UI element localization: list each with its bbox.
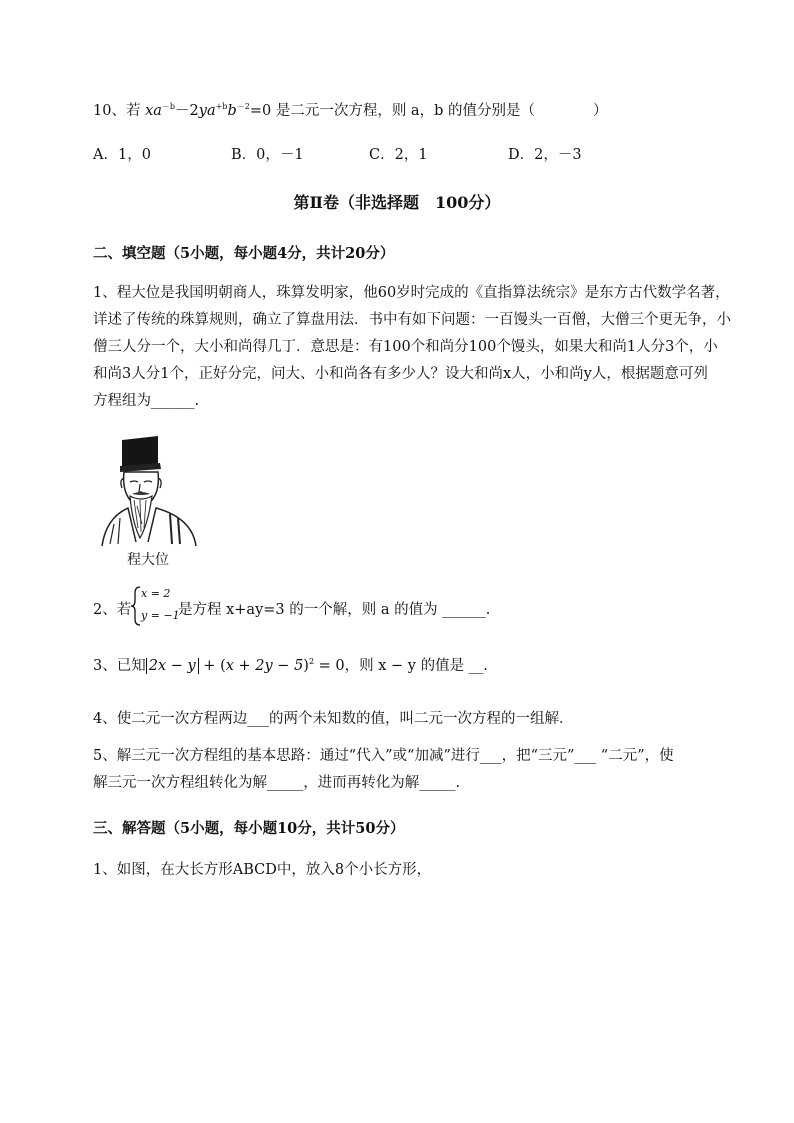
option-b: B．0，－1 [231,147,304,163]
portrait-caption: 程大位 [127,552,169,568]
part-2-title: 第Ⅱ卷（非选择题 100分） [293,193,501,212]
section-2-heading: 二、填空题（5小题，每小题4分，共计20分） [93,245,395,262]
q1-line: 方程组为______. [93,393,200,409]
q3-abs-expression: 2x − y [146,658,199,674]
cheng-dawei-portrait-illustration [96,432,202,548]
fill-question-3: 3、已知 $2x - y + (x + 2y - 5)^2 = 0$，则 x − y 的值是 __. [93,657,488,674]
q1-line: 僧三人分一个，大小和尚得几丁．意思是：有100个和尚分100个馒头，如果大和尚1人分3个，小 [93,339,718,355]
system-bottom-equation: y = −1 [141,609,180,622]
q1-line: 和尚3人分1个，正好分完，问大、小和尚各有多少人？设大和尚x人，小和尚y人，根据题意可列 [93,366,708,382]
fill-question-2-prefix: 2、若 [93,602,132,618]
option-c: C．2，1 [369,147,428,163]
system-top-equation: x = 2 [141,587,171,600]
q1-line: 1、程大位是我国明朝商人，珠算发明家，他60岁时完成的《直指算法统宗》是东方古代数学名著， [93,285,730,301]
fill-question-4: 4、使二元一次方程两边___的两个未知数的值，叫二元一次方程的一组解． [93,711,574,727]
q1-line: 详述了传统的珠算规则，确立了算盘用法．书中有如下问题：一百馒头一百僧，大僧三个更无争，小 [93,312,731,328]
answer-question-1: 1、如图，在大长方形ABCD中，放入8个小长方形， [93,862,432,878]
option-d: D．2，－3 [508,147,582,163]
q5-line: 5、解三元一次方程组的基本思路：通过“代入”或“加减”进行___，把“三元”___ “二元”，使 [93,748,674,764]
q3-rhs: = 0 [318,658,345,674]
q3-prefix: 3、已知 [93,658,146,674]
portrait-figure [96,432,202,548]
equation-system [130,585,178,627]
q5-line: 解三元一次方程组转化为解_____，进而再转化为解_____. [93,775,461,791]
section-3-heading: 三、解答题（5小题，每小题10分，共计50分） [93,820,405,837]
fill-question-2-text: 是方程 x+ay=3 的一个解，则 a 的值为 ______. [178,602,491,618]
question-10-stem: 10、若 $xa^{-b}-2ya^{+b}b^{-2}=0$ 是二元一次方程，则 a，b 的值分别是（ ） [93,102,608,119]
q3-exponent: 2 [308,657,315,666]
option-a: A．1，0 [93,147,151,163]
fill-question-1 [93,280,743,415]
q3-square-expression: x + 2y − 5 [225,658,304,674]
fill-question-5 [93,743,753,797]
q3-suffix: ，则 x − y 的值是 __. [344,658,488,674]
